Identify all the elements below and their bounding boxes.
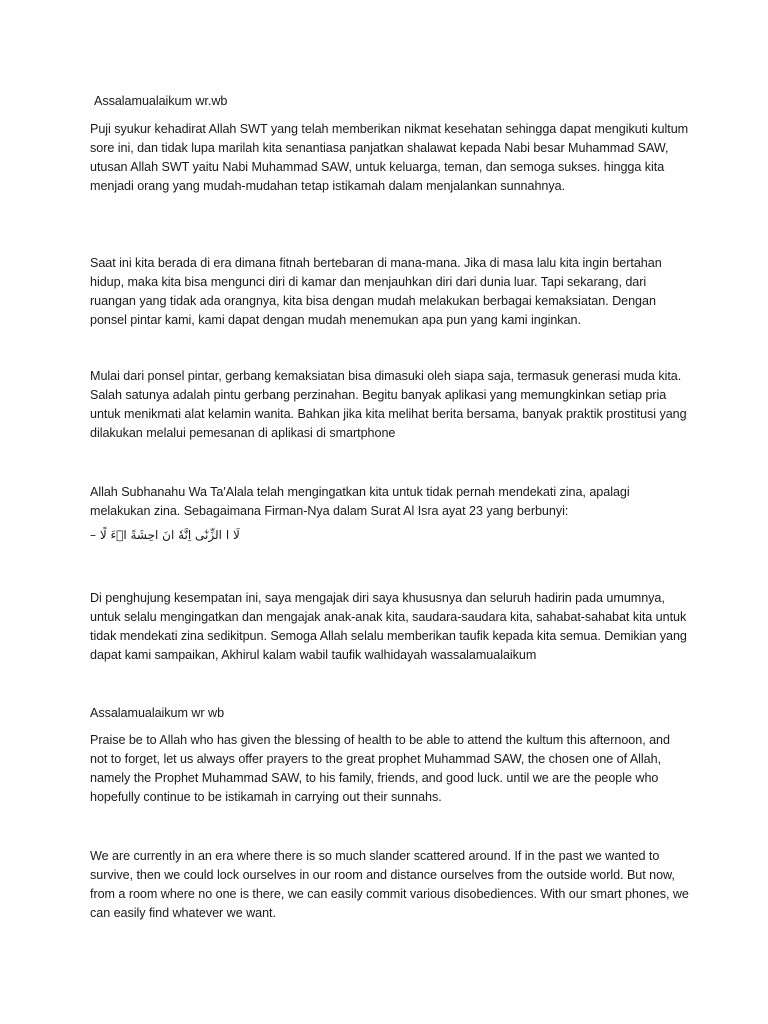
paragraph-allah-warning-indonesian: Allah Subhanahu Wa Ta'Alala telah mengingatkan kita untuk tidak pernah mendekati zina, apalagi melakukan zina. Sebagaimana Firman-Nya dalam Surat Al Isra ayat 23 yang berbunyi: — [90, 485, 630, 518]
paragraph-opening-english: Praise be to Allah who has given the blessing of health to be able to attend the kultum this afternoon, and not to forget, let us always offer prayers to the great prophet Muhammad SAW, the chosen one of Allah, namely the Prophet Muhammad SAW, to his family, friends, and good luck. until we are the people who hopefully continue to be istikamah in carrying out their sunnahs. — [90, 733, 670, 804]
paragraph-smartphone-indonesian: Mulai dari ponsel pintar, gerbang kemaksiatan bisa dimasuki oleh siapa saja, termasuk generasi muda kita. Salah satunya adalah pintu gerbang perzinahan. Begitu banyak aplikasi yang memungkinkan setiap pria untuk menikmati alat kelamin wanita. Bahkan jika kita melihat berita bersama, banyak praktik prostitusi yang dilakukan melalui pemesanan di aplikasi di smartphone — [90, 369, 687, 440]
greeting-english: Assalamualaikum wr wb — [90, 706, 225, 720]
paragraph-opening-indonesian: Puji syukur kehadirat Allah SWT yang telah memberikan nikmat kesehatan sehingga dapat mengikuti kultum sore ini, dan tidak lupa marilah kita senantiasa panjatkan shalawat kepada Nabi besar Muhammad SAW, utusan Allah SWT yaitu Nabi Muhammad SAW, untuk keluarga, teman, dan semoga sukses. hingga kita menjadi orang yang mudah-mudahan tetap istikamah dalam menjalankan sunnahnya. — [90, 122, 689, 193]
paragraph-era-indonesian: Saat ini kita berada di era dimana fitnah bertebaran di mana-mana. Jika di masa lalu kita ingin bertahan hidup, maka kita bisa mengunci diri di kamar dan menjauhkan diri dari dunia luar. Tapi sekarang, dari ruangan yang tidak ada orangnya, kita bisa dengan mudah melakukan berbagai kemaksiatan. Dengan ponsel pintar kami, kami dapat dengan mudah menemukan apa pun yang kami inginkan. — [90, 256, 662, 327]
paragraph-era-english: We are currently in an era where there is so much slander scattered around. If in the past we wanted to survive, then we could lock ourselves in our room and distance ourselves from the outside world. But now, from a room where no one is there, we can easily commit various disobediences. With our smart phones, we can easily find whatever we want. — [90, 849, 689, 920]
greeting-indonesian: Assalamualaikum wr.wb — [94, 94, 228, 108]
arabic-verse: لَا ا الزِّنٰٓى اِنَّهٗ انَ احِشَةً اۤءَ لًا – — [90, 528, 240, 542]
paragraph-closing-indonesian: Di penghujung kesempatan ini, saya mengajak diri saya khususnya dan seluruh hadirin pada umumnya, untuk selalu mengingatkan dan mengajak anak-anak kita, saudara-saudara kita, sahabat-sahabat kita untuk tidak mendekati zina sedikitpun. Semoga Allah selalu memberikan taufik kepada kita semua. Demikian yang dapat kami sampaikan, Akhirul kalam wabil taufik walhidayah wassalamualaikum — [90, 591, 687, 662]
